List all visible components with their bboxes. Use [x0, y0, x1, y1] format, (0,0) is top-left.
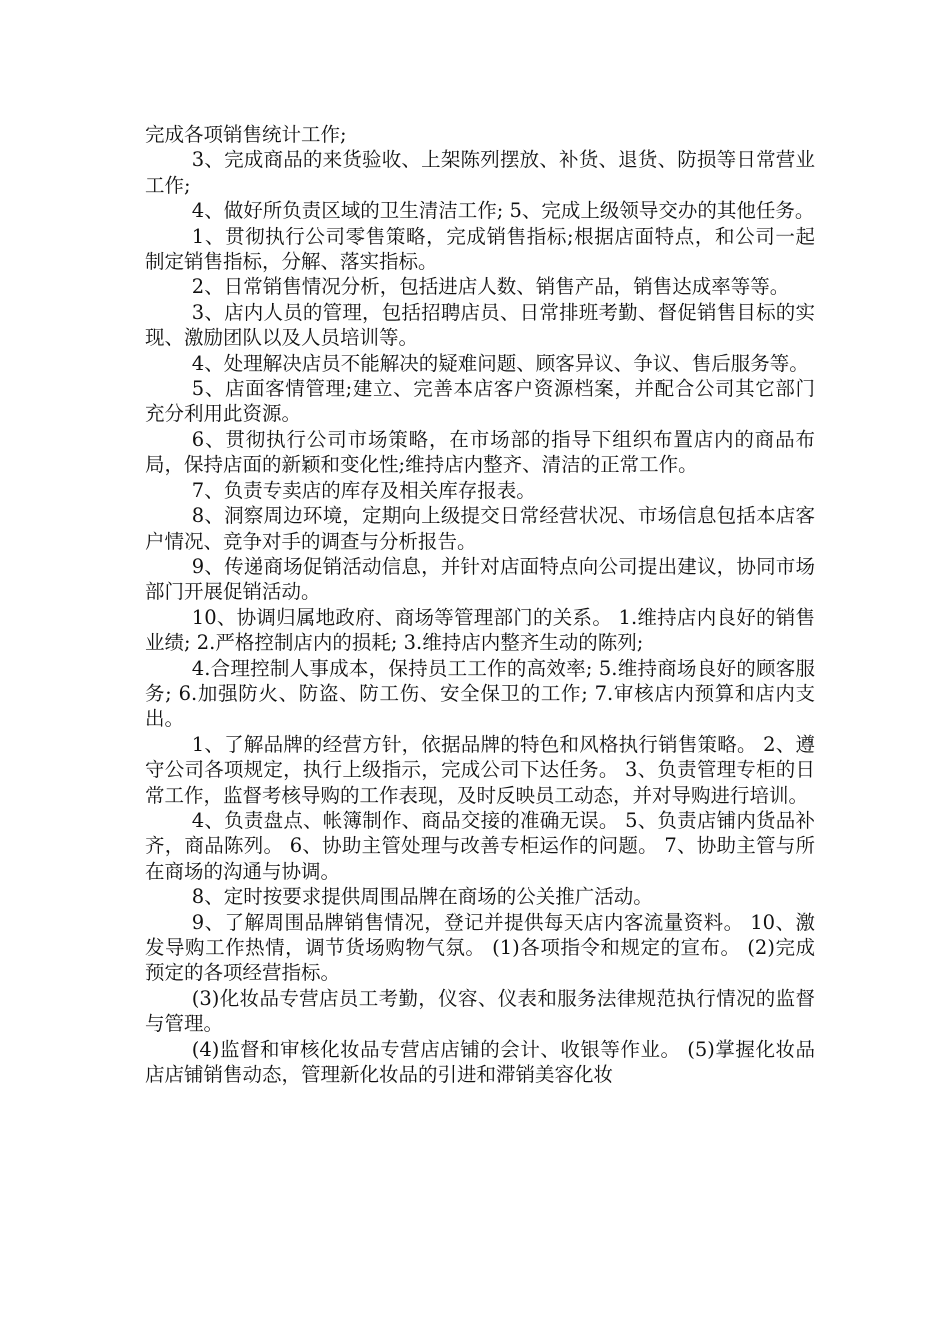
paragraph: 4、处理解决店员不能解决的疑难问题、顾客异议、争议、售后服务等。 — [191, 351, 809, 375]
paragraph: 8、洞察周边环境，定期向上级提交日常经营状况、市场信息包括本店客户情况、竞争对手的调查与分析报告。 — [145, 504, 815, 553]
paragraph: 4、负责盘点、帐簿制作、商品交接的准确无误。 5、负责店铺内货品补齐，商品陈列。 6、协助主管处理与改善专柜运作的问题。 7、协助主管与所在商场的沟通与协调。 — [145, 808, 815, 883]
paragraph: 完成各项销售统计工作; — [145, 123, 347, 146]
paragraph: 6、贯彻执行公司市场策略，在市场部的指导下组织布置店内的商品布局，保持店面的新颖和变化性;维持店内整齐、清洁的正常工作。 — [145, 427, 815, 477]
paragraph: 4.合理控制人事成本，保持员工工作的高效率; 5.维持商场良好的顾客服务; 6.加强防火、防盗、防工伤、安全保卫的工作; 7.审核店内预算和店内支出。 — [145, 656, 815, 731]
paragraph: 5、店面客情管理;建立、完善本店客户资源档案，并配合公司其它部门充分利用此资源。 — [145, 377, 815, 426]
paragraph: 1、了解品牌的经营方针，依据品牌的特色和风格执行销售策略。 2、遵守公司各项规定，执行上级指示，完成公司下达任务。 3、负责管理专柜的日常工作，监督考核导购的工作表现，及时反映员工动态，并对导购进行培训。 — [145, 732, 815, 807]
paragraph: 1、贯彻执行公司零售策略，完成销售指标;根据店面特点，和公司一起制定销售指标，分解、落实指标。 — [145, 224, 815, 274]
paragraph: 2、日常销售情况分析，包括进店人数、销售产品，销售达成率等等。 — [191, 275, 790, 299]
paragraph: 9、传递商场促销活动信息，并针对店面特点向公司提出建议，协同市场部门开展促销活动。 — [145, 554, 815, 604]
paragraph: 3、店内人员的管理，包括招聘店员、日常排班考勤、督促销售目标的实现、激励团队以及人员培训等。 — [145, 300, 815, 350]
paragraph: (4)监督和审核化妆品专营店店铺的会计、收银等作业。 (5)掌握化妆品店店铺销售动态，管理新化妆品的引进和滞销美容化妆 — [145, 1037, 815, 1087]
paragraph: 3、完成商品的来货验收、上架陈列摆放、补货、退货、防损等日常营业工作; — [145, 148, 815, 197]
paragraph: (3)化妆品专营店员工考勤，仪容、仪表和服务法律规范执行情况的监督与管理。 — [145, 986, 815, 1036]
paragraph: 7、负责专卖店的库存及相关库存报表。 — [191, 478, 536, 502]
paragraph: 8、定时按要求提供周围品牌在商场的公关推广活动。 — [191, 885, 653, 909]
document-body — [145, 122, 815, 1087]
paragraph: 9、了解周围品牌销售情况，登记并提供每天店内客流量资料。 10、激发导购工作热情，调节货场购物气氛。 (1)各项指令和规定的宣布。 (2)完成预定的各项经营指标。 — [145, 910, 815, 985]
paragraph: 10、协调归属地政府、商场等管理部门的关系。 1.维持店内良好的销售业绩; 2.严格控制店内的损耗; 3.维持店内整齐生动的陈列; — [145, 605, 815, 655]
paragraph: 4、做好所负责区域的卫生清洁工作; 5、完成上级领导交办的其他任务。 — [191, 199, 815, 223]
